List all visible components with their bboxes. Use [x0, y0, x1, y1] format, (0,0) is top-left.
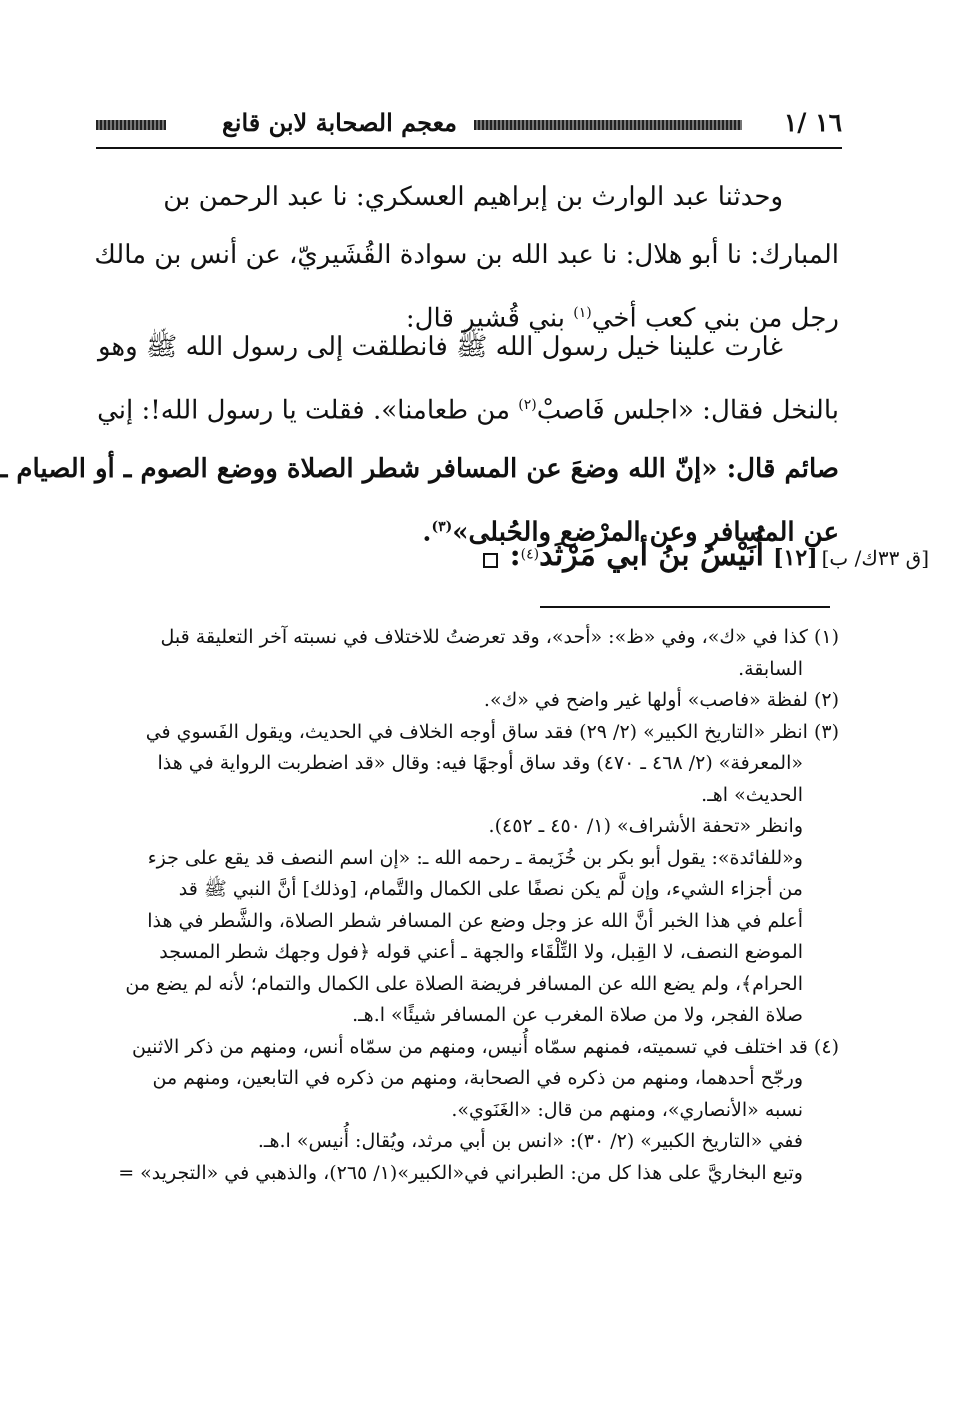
header-rule — [96, 147, 842, 149]
footnote-line: الموضع النصف، لا القِبل، ولا التِّلْقَاء والجهة ـ أعني قوله ﴿فول وجهك شطر المسجد — [159, 941, 803, 963]
footnote-line: و«للفائدة»: يقول أبو بكر بن خُزَيمة ـ رحمه الله ـ: «إن اسم النصف قد يقع على جزء — [147, 846, 803, 869]
entry-name: أُنَيْسُ بنُ أبي مَرْثَد — [539, 538, 765, 573]
entry-number: [١٢] — [773, 545, 818, 571]
footnote-marker: (٢) — [518, 397, 537, 413]
header-ornament-band — [474, 120, 742, 130]
footnote-line: السابقة. — [738, 657, 803, 680]
text-line: بالنخل فقال: «اجلس فَاصبْ$^{(٢)}$ من طعامنا». فقلت يا رسول الله!: إني — [97, 395, 839, 426]
footnote-line: من أجزاء الشيء، وإن لَّم يكن نصفًا على الكمال والتَّمام، [وذلك] أنَّ النبي ﷺ قد — [178, 878, 803, 900]
box-icon — [483, 553, 498, 568]
footnote-line: الحديث» اهـ. — [701, 783, 803, 806]
footnote-line: ورجّح أحدهما، ومنهم من ذكره في الصحابة، ومنهم من ذكره في التابعين، ومنهم من — [152, 1067, 803, 1089]
text-line: صائم قال: «إنّ الله وضعَ عن المسافر شطر الصلاة ووضع الصوم ـ أو الصيام ـ — [0, 453, 839, 484]
footnote-line: (١) كذا في «ك»، وفي «ظ»: «أحد»، وقد تعرضتُ للاختلاف في نسبته آخر التعليقة قبل — [160, 626, 839, 648]
footnote-line: (٢) لفظة «فاصب» أولها غير واضح في «ك». — [483, 689, 839, 711]
footnote-line: (٣) انظر «التاريخ الكبير» (٢/ ٢٩) فقد ساق أوجه الخلاف في الحديث، ويقول الفَسوي في — [145, 720, 839, 743]
footnote-line: ففي «التاريخ الكبير» (٢/ ٣٠): «انس بن أبي مرثد، ويُقال: أُنيس» ا.هـ. — [257, 1130, 803, 1152]
footnote-line: (٤) قد اختلف في تسميته، فمنهم سمّاه أُنيس، ومنهم من سمّاه أنس، ومنهم من ذكر الاثنين — [131, 1035, 839, 1058]
footnote-line: «المعرفة» (٢/ ٤٦٨ ـ ٤٧٠) وقد ساق أوجهًا فيه: وقال «قد اضطربت الرواية في هذا — [157, 752, 803, 774]
text-line: رجل من بني كعب أخي$^{(١)}$ بني قُشير قال: — [405, 303, 839, 334]
footnote-line: الحرام﴾، ولم يضع الله عن المسافر فريضة الصلاة على الكمال والتمام؛ لأنه لم يضع من — [125, 972, 803, 995]
footnote-line: وانظر «تحفة الأشراف» (١/ ٤٥٠ ـ ٤٥٢). — [488, 815, 803, 837]
running-header — [96, 108, 842, 142]
page-number: ١٦ /١ — [783, 108, 842, 137]
book-title: معجم الصحابة لابن قانع — [222, 108, 457, 137]
entry-heading: [ق ٣٣ك/ ب][١٢] أُنَيْسُ بنُ أبي مَرْثَد$^{(٤)}$: — [483, 538, 929, 573]
footnote-separator — [540, 606, 830, 608]
footnote-marker: (٣) — [431, 518, 453, 535]
footnote-line: أعلم في هذا الخبر أنَّ الله عز وجل وضع عن المسافر شطر الصلاة، والشَّطر في هذا — [147, 909, 803, 932]
text-line: غارت علينا خيل رسول الله ﷺ فانطلقت إلى رسول الله ﷺ وهو — [97, 332, 783, 362]
footnote-marker: (٤) — [520, 546, 540, 563]
hadith-paragraph — [0, 318, 839, 561]
footnote-line: وتبع البخاريَّ على هذا كل من: الطبراني في«الكبير»(١/ ٢٦٥)، والذهبي في «التجريد» = — [118, 1161, 803, 1184]
text-line: المبارك: نا أبو هلال: نا عبد الله بن سوادة القُشَيريّ، عن أنس بن مالك — [94, 240, 839, 270]
footnote-line: نسبه «الأنصاري»، ومنهم من قال: «الغَنَوي». — [451, 1098, 803, 1121]
text-line: وحدثنا عبد الوارث بن إبراهيم العسكري: نا عبد الرحمن بن — [163, 182, 783, 212]
footnote-marker: (١) — [573, 305, 592, 321]
header-ornament-band — [96, 120, 166, 130]
manuscript-reference: [ق ٣٣ك/ ب] — [821, 546, 929, 570]
text-line: عن المسافر وعن المرْضع والحُبلى»$^{(٣)}$. — [422, 517, 839, 548]
footnote-line: صلاة الفجر، ولا من صلاة المغرب عن المسافر شيئًا» ا.هـ. — [352, 1004, 803, 1026]
footnotes — [100, 622, 839, 1189]
